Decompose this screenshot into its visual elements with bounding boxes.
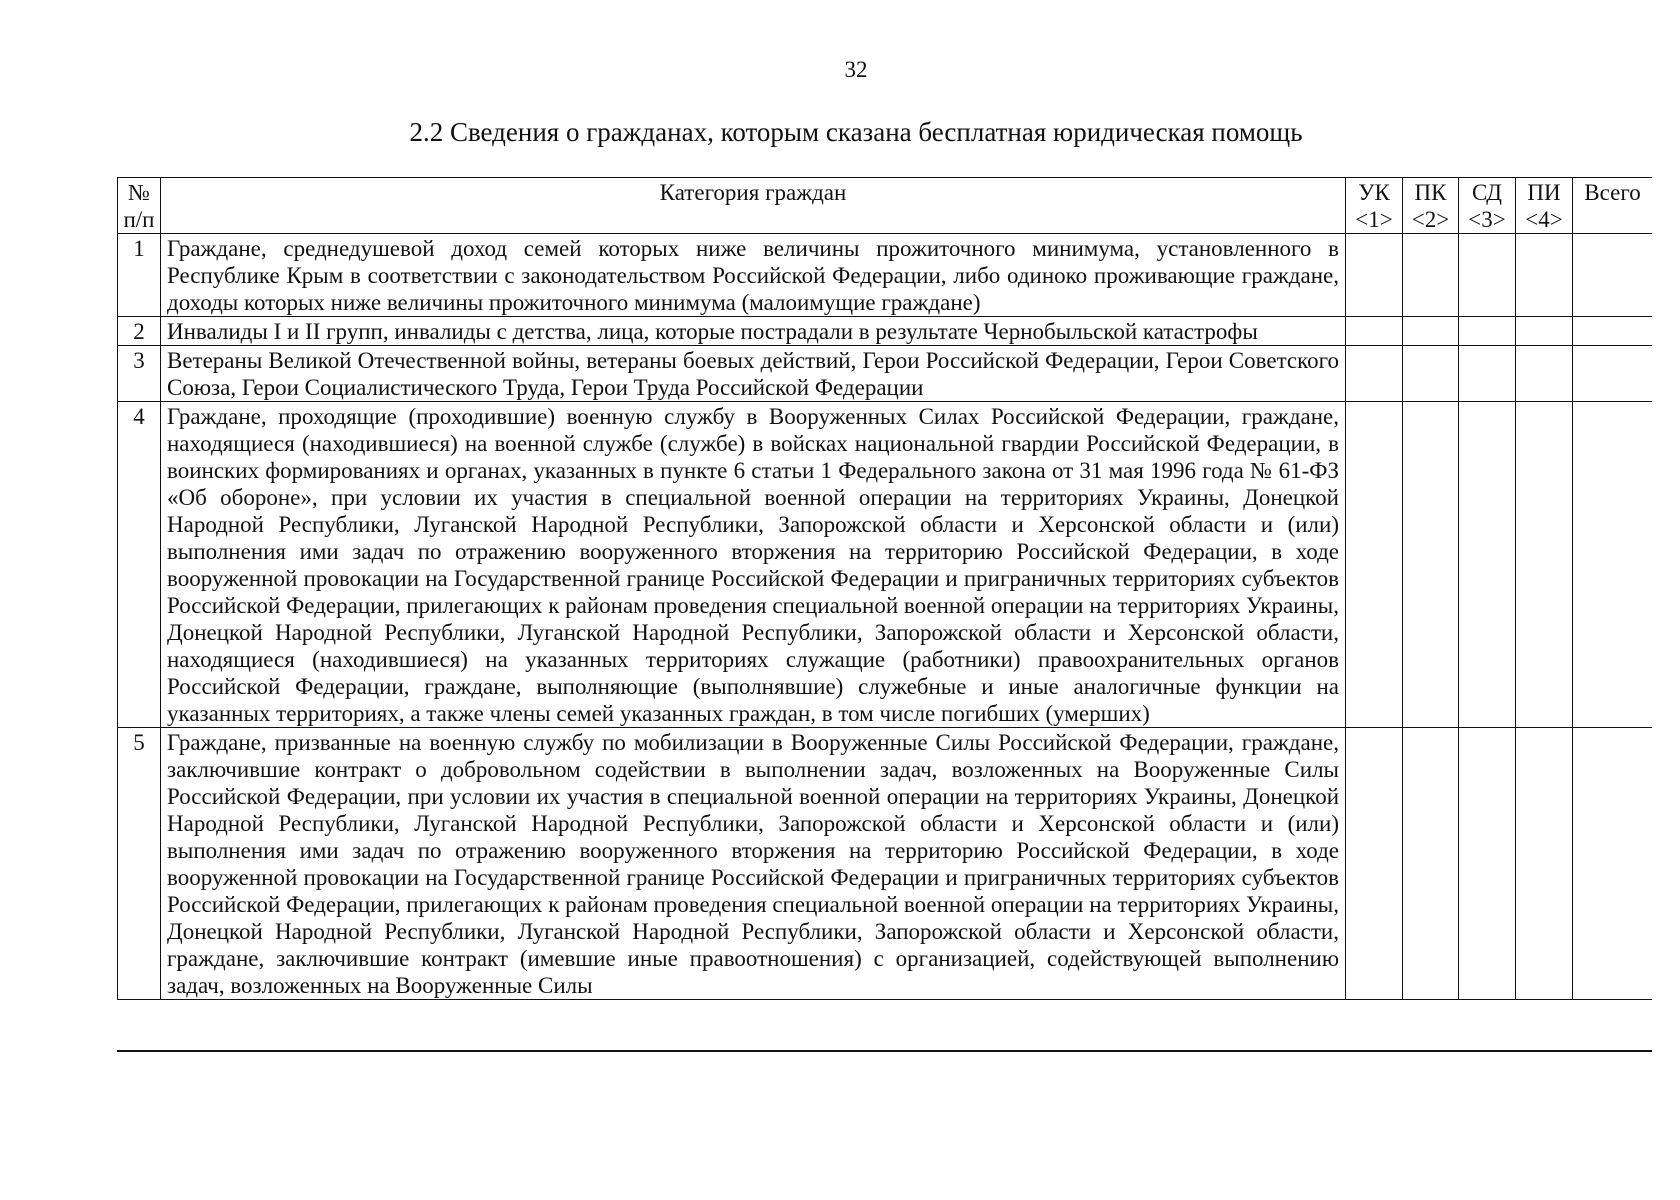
header-sd-line1: СД xyxy=(1472,180,1502,205)
header-pk-line2: <2> xyxy=(1411,207,1450,232)
cell-total xyxy=(1573,234,1653,317)
cell-uk xyxy=(1346,234,1403,317)
row-num: 4 xyxy=(118,402,161,728)
row-category: Инвалиды I и II групп, инвалиды с детства, лица, которые пострадали в результате Чернобыльской катастрофы xyxy=(161,317,1346,346)
cell-pi xyxy=(1516,317,1573,346)
cell-pi xyxy=(1516,234,1573,317)
table-row xyxy=(118,317,1653,346)
row-num: 2 xyxy=(118,317,161,346)
cell-pk xyxy=(1403,346,1459,402)
cell-total xyxy=(1573,346,1653,402)
header-uk-line2: <1> xyxy=(1355,207,1393,232)
header-category: Категория граждан xyxy=(161,178,1346,234)
row-num: 5 xyxy=(118,728,161,1000)
cell-uk xyxy=(1346,346,1403,402)
header-uk-line1: УК xyxy=(1358,180,1390,205)
cell-sd xyxy=(1459,317,1516,346)
table-header-row xyxy=(118,178,1653,234)
cell-pi xyxy=(1516,728,1573,1000)
cell-uk xyxy=(1346,317,1403,346)
row-category: Граждане, проходящие (проходившие) военную службу в Вооруженных Силах Российской Федерации, граждане, находящиеся (находившиеся) на военной службе (службе) в войсках национальной гвардии Российской Федерации, в воинских формированиях и органах, указанных в пункте 6 статьи 1 Федерального закона от 31 мая 1996 года № 61-ФЗ «Об обороне», при условии их участия в специальной военной операции на территориях Украины, Донецкой Народной Республики, Луганской Народной Республики, Запорожской области и Херсонской области и (или) выполнения ими задач по отражению вооруженного вторжения на территорию Российской Федерации, в ходе вооруженной провокации на Государственной границе Российской Федерации и приграничных территориях субъектов Российской Федерации, прилегающих к районам проведения специальной военной операции на территориях Украины, Донецкой Народной Республики, Луганской Народной Республики, Запорожской области и Херсонской области, находящиеся (находившиеся) на указанных территориях служащие (работники) правоохранительных органов Российской Федерации, граждане, выполняющие (выполнявшие) служебные и иные аналогичные функции на указанных территориях, а также члены семей указанных граждан, в том числе погибших (умерших) xyxy=(161,402,1346,728)
cell-pk xyxy=(1403,234,1459,317)
header-pk xyxy=(1403,178,1459,234)
cell-sd xyxy=(1459,402,1516,728)
table-row xyxy=(118,402,1653,728)
cell-total xyxy=(1573,317,1653,346)
table-row xyxy=(118,728,1653,1000)
cell-total xyxy=(1573,728,1653,1000)
citizens-table-container xyxy=(117,177,1652,1052)
header-sd-line2: <3> xyxy=(1468,207,1506,232)
cell-sd xyxy=(1459,346,1516,402)
header-pk-line1: ПК xyxy=(1414,180,1447,205)
section-title: 2.2 Сведения о гражданах, которым сказана бесплатная юридическая помощь xyxy=(409,117,1303,147)
cell-sd xyxy=(1459,234,1516,317)
header-sd xyxy=(1459,178,1516,234)
citizens-table xyxy=(117,177,1652,1000)
row-category: Ветераны Великой Отечественной войны, ветераны боевых действий, Герои Российской Федерации, Герои Советского Союза, Герои Социалистического Труда, Герои Труда Российской Федерации xyxy=(161,346,1346,402)
row-num: 3 xyxy=(118,346,161,402)
header-num xyxy=(118,178,161,234)
cell-pk xyxy=(1403,317,1459,346)
cell-pi xyxy=(1516,346,1573,402)
row-category: Граждане, среднедушевой доход семей которых ниже величины прожиточного минимума, установленного в Республике Крым в соответствии с законодательством Российской Федерации, либо одиноко проживающие граждане, доходы которых ниже величины прожиточного минимума (малоимущие граждане) xyxy=(161,234,1346,317)
header-num-line2: п/п xyxy=(123,207,155,232)
cell-total xyxy=(1573,402,1653,728)
row-num: 1 xyxy=(118,234,161,317)
header-pi-line2: <4> xyxy=(1525,207,1563,232)
cell-pi xyxy=(1516,402,1573,728)
header-uk xyxy=(1346,178,1403,234)
header-num-line1: № xyxy=(128,180,150,205)
cell-uk xyxy=(1346,728,1403,1000)
header-pi-line1: ПИ xyxy=(1527,180,1561,205)
row-category: Граждане, призванные на военную службу по мобилизации в Вооруженные Силы Российской Федерации, граждане, заключившие контракт о добровольном содействии в выполнении задач, возложенных на Вооруженные Силы Российской Федерации, при условии их участия в специальной военной операции на территориях Украины, Донецкой Народной Республики, Луганской Народной Республики, Запорожской области и Херсонской области и (или) выполнения ими задач по отражению вооруженного вторжения на территорию Российской Федерации, в ходе вооруженной провокации на Государственной границе Российской Федерации и приграничных территориях субъектов Российской Федерации, прилегающих к районам проведения специальной военной операции на территориях Украины, Донецкой Народной Республики, Луганской Народной Республики, Запорожской области и Херсонской области, граждане, заключившие контракт (имевшие иные правоотношения) с организацией, содействующей выполнению задач, возложенных на Вооруженные Силы xyxy=(161,728,1346,1000)
cell-pk xyxy=(1403,728,1459,1000)
header-pi xyxy=(1516,178,1573,234)
header-total: Всего xyxy=(1573,178,1653,234)
table-row xyxy=(118,234,1653,317)
cell-sd xyxy=(1459,728,1516,1000)
cell-pk xyxy=(1403,402,1459,728)
table-row xyxy=(118,346,1653,402)
page-number: 32 xyxy=(844,57,868,82)
cell-uk xyxy=(1346,402,1403,728)
